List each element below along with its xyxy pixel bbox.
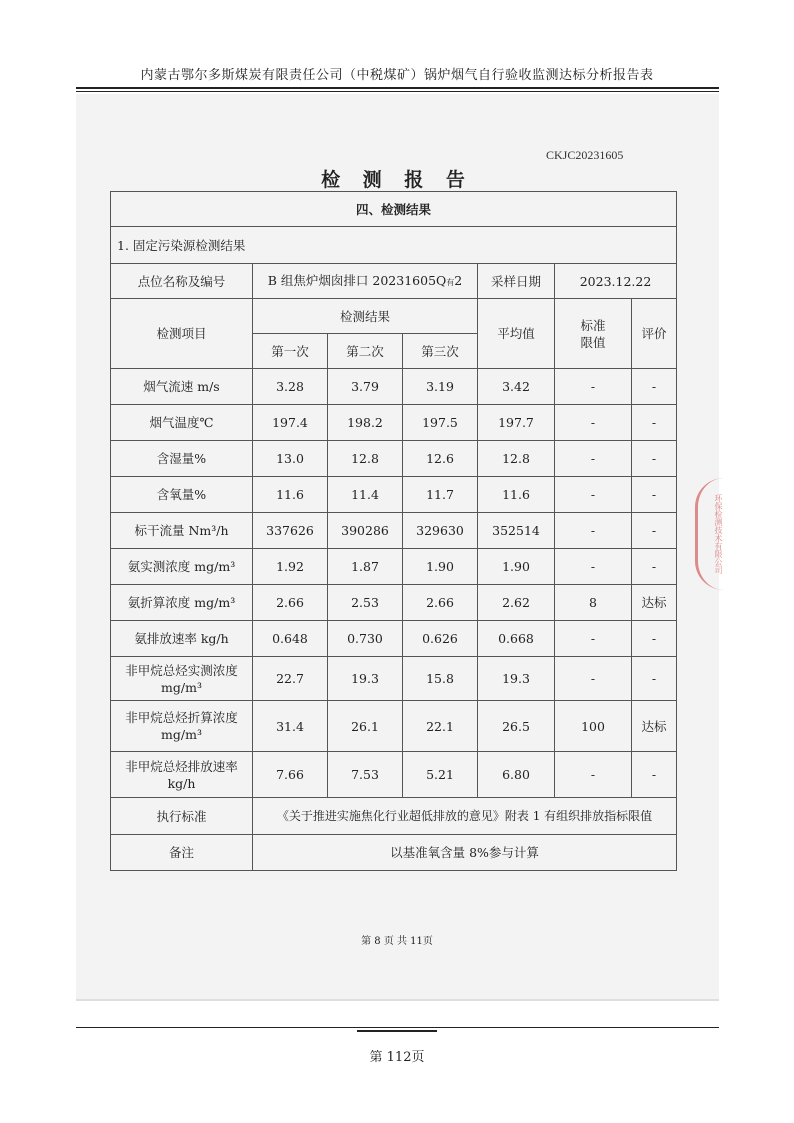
row-item-text: 非甲烷总烃实测浓度 mg/m³	[125, 662, 238, 695]
row-v3: 22.1	[403, 701, 478, 752]
row-avg: 3.42	[478, 369, 555, 405]
header-rule	[76, 87, 719, 89]
row-limit: -	[555, 657, 632, 701]
row-v1: 2.66	[253, 585, 328, 621]
section-title: 四、检测结果	[111, 192, 677, 227]
row-v3: 5.21	[403, 752, 478, 798]
row-eval: -	[632, 477, 677, 513]
row-limit: -	[555, 441, 632, 477]
row-v2: 26.1	[328, 701, 403, 752]
row-item	[111, 701, 253, 752]
table-row	[111, 405, 677, 441]
row-eval: -	[632, 657, 677, 701]
row-v3: 11.7	[403, 477, 478, 513]
row-v1: 1.92	[253, 549, 328, 585]
row-eval: -	[632, 513, 677, 549]
report-title: 检 测 报 告	[321, 169, 473, 191]
row-item: 氨折算浓度 mg/m³	[111, 585, 253, 621]
note-label: 备注	[111, 835, 253, 871]
date-label: 采样日期	[478, 264, 555, 299]
subsection-title: 1. 固定污染源检测结果	[111, 227, 677, 264]
row-item: 氨排放速率 kg/h	[111, 621, 253, 657]
row-avg: 6.80	[478, 752, 555, 798]
footer-rule	[76, 1027, 719, 1028]
point-value-suffix: 2	[454, 272, 463, 288]
row-avg: 11.6	[478, 477, 555, 513]
row-limit: -	[555, 549, 632, 585]
row-item: 烟气流速 m/s	[111, 369, 253, 405]
point-value-main: B 组焦炉烟囱排口 20231605Q	[267, 272, 447, 288]
row-v1: 197.4	[253, 405, 328, 441]
row-eval: -	[632, 621, 677, 657]
row-item: 氨实测浓度 mg/m³	[111, 549, 253, 585]
row-v1: 31.4	[253, 701, 328, 752]
row-limit: 8	[555, 585, 632, 621]
table-row	[111, 585, 677, 621]
item-header: 检测项目	[111, 299, 253, 369]
row-limit: -	[555, 477, 632, 513]
eval-header: 评价	[632, 299, 677, 369]
table-row	[111, 701, 677, 752]
row-v2: 3.79	[328, 369, 403, 405]
row-v2: 198.2	[328, 405, 403, 441]
row-item: 含湿量%	[111, 441, 253, 477]
scanned-page-edge	[76, 999, 719, 1001]
row-v2: 1.87	[328, 549, 403, 585]
row-avg: 12.8	[478, 441, 555, 477]
limit-header	[555, 299, 632, 369]
row-v1: 13.0	[253, 441, 328, 477]
round-2-header: 第二次	[328, 334, 403, 369]
avg-header: 平均值	[478, 299, 555, 369]
row-eval: 达标	[632, 585, 677, 621]
note-value: 以基准氧含量 8%参与计算	[253, 835, 677, 871]
row-avg: 0.668	[478, 621, 555, 657]
row-v2: 7.53	[328, 752, 403, 798]
row-v1: 337626	[253, 513, 328, 549]
row-limit: -	[555, 369, 632, 405]
limit-header-text: 标准限值	[580, 317, 606, 350]
table-row	[111, 369, 677, 405]
table-row	[111, 549, 677, 585]
row-v1: 3.28	[253, 369, 328, 405]
row-item-text: 非甲烷总烃排放速率 kg/h	[125, 758, 238, 791]
standard-label: 执行标准	[111, 798, 253, 835]
table-row	[111, 513, 677, 549]
row-v2: 12.8	[328, 441, 403, 477]
row-v3: 15.8	[403, 657, 478, 701]
inner-page-number: 第 8 页 共 11页	[361, 936, 433, 947]
row-v2: 390286	[328, 513, 403, 549]
row-v1: 11.6	[253, 477, 328, 513]
row-v3: 329630	[403, 513, 478, 549]
table-row	[111, 657, 677, 701]
row-v3: 3.19	[403, 369, 478, 405]
row-v3: 2.66	[403, 585, 478, 621]
row-avg: 352514	[478, 513, 555, 549]
row-v2: 11.4	[328, 477, 403, 513]
row-v2: 19.3	[328, 657, 403, 701]
row-eval: 达标	[632, 701, 677, 752]
round-1-header: 第一次	[253, 334, 328, 369]
page-number: 第 112页	[369, 1050, 425, 1065]
row-avg: 2.62	[478, 585, 555, 621]
row-avg: 19.3	[478, 657, 555, 701]
table-row	[111, 752, 677, 798]
row-v3: 197.5	[403, 405, 478, 441]
row-v2: 0.730	[328, 621, 403, 657]
row-eval: -	[632, 369, 677, 405]
standard-value: 《关于推进实施焦化行业超低排放的意见》附表 1 有组织排放指标限值	[253, 798, 677, 835]
point-label: 点位名称及编号	[111, 264, 253, 299]
row-limit: -	[555, 752, 632, 798]
point-value	[253, 264, 478, 299]
row-eval: -	[632, 752, 677, 798]
table-row	[111, 477, 677, 513]
row-avg: 26.5	[478, 701, 555, 752]
row-item: 含氧量%	[111, 477, 253, 513]
table-row	[111, 441, 677, 477]
row-eval: -	[632, 441, 677, 477]
report-number: CKJC20231605	[546, 148, 624, 162]
row-eval: -	[632, 549, 677, 585]
row-item: 烟气温度℃	[111, 405, 253, 441]
footer-rule-short	[357, 1030, 437, 1032]
result-header: 检测结果	[253, 299, 478, 334]
date-value: 2023.12.22	[555, 264, 677, 299]
row-v3: 12.6	[403, 441, 478, 477]
header-rule-thin	[76, 91, 719, 92]
table-row	[111, 621, 677, 657]
row-item-text: 非甲烷总烃折算浓度 mg/m³	[125, 710, 238, 742]
seal-stamp: 环保检测技术有限公司	[695, 478, 724, 590]
row-item	[111, 752, 253, 798]
row-limit: 100	[555, 701, 632, 752]
row-v1: 7.66	[253, 752, 328, 798]
row-limit: -	[555, 405, 632, 441]
row-v3: 1.90	[403, 549, 478, 585]
row-item: 标干流量 Nm³/h	[111, 513, 253, 549]
row-v2: 2.53	[328, 585, 403, 621]
row-avg: 197.7	[478, 405, 555, 441]
row-v3: 0.626	[403, 621, 478, 657]
row-v1: 0.648	[253, 621, 328, 657]
row-item	[111, 657, 253, 701]
point-value-sub: 有	[446, 277, 455, 287]
document-header: 内蒙古鄂尔多斯煤炭有限责任公司（中税煤矿）锅炉烟气自行验收监测达标分析报告表	[140, 68, 654, 83]
row-limit: -	[555, 513, 632, 549]
round-3-header: 第三次	[403, 334, 478, 369]
row-eval: -	[632, 405, 677, 441]
row-v1: 22.7	[253, 657, 328, 701]
row-avg: 1.90	[478, 549, 555, 585]
row-limit: -	[555, 621, 632, 657]
results-table	[110, 191, 677, 871]
